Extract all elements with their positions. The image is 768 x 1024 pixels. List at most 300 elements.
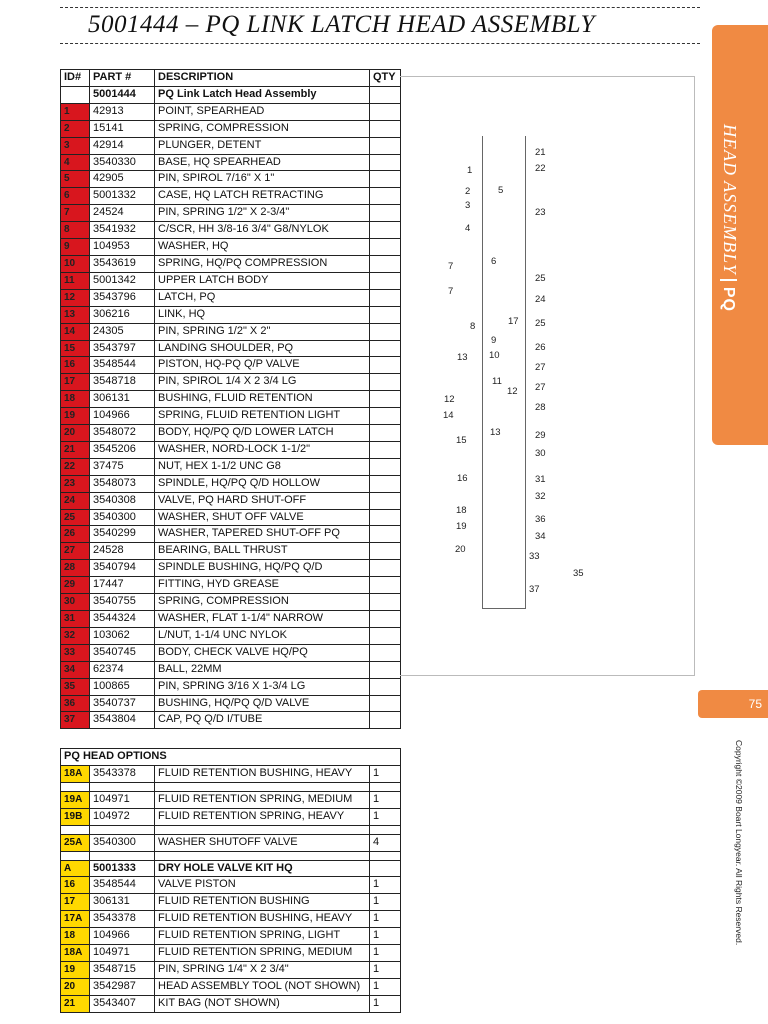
diagram-callout-label: 24 [535,294,546,305]
table-row [61,594,401,611]
part-id: 27 [61,543,90,560]
part-number: 3543804 [90,712,155,729]
diagram-callout-label: 27 [535,382,546,393]
part-description: SPINDLE BUSHING, HQ/PQ Q/D [155,560,370,577]
part-description: BUSHING, HQ/PQ Q/D VALVE [155,695,370,712]
part-number: 103062 [90,627,155,644]
part-number: 3540794 [90,560,155,577]
part-id: 4 [61,154,90,171]
option-row [61,765,401,782]
spacer-cell [155,825,370,834]
diagram-callout-label: 15 [456,435,467,446]
part-qty [370,543,401,560]
option-id: A [61,860,90,877]
diagram-callout-label: 26 [535,342,546,353]
diagram-callout-label: 6 [491,256,497,267]
part-qty [370,594,401,611]
part-id: 1 [61,103,90,120]
part-description: PLUNGER, DETENT [155,137,370,154]
table-row [61,627,401,644]
table-row [61,391,401,408]
table-row [61,205,401,222]
table-row [61,154,401,171]
option-qty: 4 [370,834,401,851]
option-qty: 1 [370,894,401,911]
diagram-callout-label: 7 [448,286,454,297]
table-row [61,475,401,492]
part-number: 3548718 [90,374,155,391]
part-qty [370,611,401,628]
diagram-callout-label: 22 [535,163,546,174]
table-row [61,306,401,323]
page-number-tab [698,690,768,718]
option-part: 3543378 [90,765,155,782]
option-qty: 1 [370,911,401,928]
part-number: 3540300 [90,509,155,526]
part-number: 104953 [90,239,155,256]
part-number: 24528 [90,543,155,560]
part-number: 3540330 [90,154,155,171]
part-id: 19 [61,408,90,425]
part-id: 5 [61,171,90,188]
option-qty: 1 [370,877,401,894]
part-qty [370,255,401,272]
part-number: 306216 [90,306,155,323]
option-row [61,911,401,928]
option-id: 17A [61,911,90,928]
diagram-callout-label: 31 [535,474,546,485]
diagram-callout-label: 21 [535,147,546,158]
table-row [61,712,401,729]
part-qty [370,644,401,661]
page-number: 75 [748,697,762,711]
part-number: 3541932 [90,222,155,239]
option-row [61,860,401,877]
part-qty [370,239,401,256]
part-qty [370,627,401,644]
option-row [61,834,401,851]
diagram-callout-label: 34 [535,531,546,542]
part-id: 32 [61,627,90,644]
copyright-notice: Copyright ©2009 Boart Longyear. All Rights Reserved. [734,740,744,946]
option-id: 18A [61,945,90,962]
table-row [61,577,401,594]
part-description: NUT, HEX 1-1/2 UNC G8 [155,458,370,475]
part-number: 100865 [90,678,155,695]
diagram-callout-label: 3 [465,200,471,211]
table-row [61,340,401,357]
part-number: 104966 [90,408,155,425]
option-description: FLUID RETENTION SPRING, MEDIUM [155,791,370,808]
part-description: LANDING SHOULDER, PQ [155,340,370,357]
table-row [61,661,401,678]
option-part: 104971 [90,945,155,962]
part-description: BASE, HQ SPEARHEAD [155,154,370,171]
part-id: 11 [61,272,90,289]
part-description: PIN, SPRING 1/2" X 2-3/4" [155,205,370,222]
section-code: PQ [720,279,737,312]
diagram-callout-label: 2 [465,186,471,197]
diagram-callout-label: 37 [529,584,540,595]
option-part: 3548544 [90,877,155,894]
parts-table [60,69,401,729]
table-row [61,425,401,442]
options-header-row [61,749,401,766]
table-row [61,255,401,272]
spacer-cell [61,825,90,834]
option-qty: 1 [370,945,401,962]
part-qty [370,120,401,137]
part-id: 8 [61,222,90,239]
diagram-callout-label: 12 [444,394,455,405]
part-number: 3540308 [90,492,155,509]
part-id: 18 [61,391,90,408]
part-id: 29 [61,577,90,594]
option-description: FLUID RETENTION BUSHING, HEAVY [155,911,370,928]
part-qty [370,509,401,526]
assembly-part: 5001444 [90,86,155,103]
option-description: FLUID RETENTION SPRING, MEDIUM [155,945,370,962]
part-number: 3540299 [90,526,155,543]
diagram-callout-label: 25 [535,273,546,284]
part-id: 23 [61,475,90,492]
part-description: PIN, SPIROL 7/16" X 1" [155,171,370,188]
part-id: 2 [61,120,90,137]
option-description: HEAD ASSEMBLY TOOL (NOT SHOWN) [155,978,370,995]
part-description: PIN, SPRING 3/16 X 1-3/4 LG [155,678,370,695]
part-number: 3540755 [90,594,155,611]
diagram-callout-label: 8 [470,321,476,332]
part-number: 15141 [90,120,155,137]
assembly-rod-outline [482,136,526,609]
option-qty: 1 [370,928,401,945]
part-qty [370,695,401,712]
part-description: UPPER LATCH BODY [155,272,370,289]
section-tab-label [719,124,740,312]
table-row [61,272,401,289]
diagram-callout-label: 14 [443,410,454,421]
part-number: 3548072 [90,425,155,442]
part-id: 9 [61,239,90,256]
part-id: 6 [61,188,90,205]
part-description: PIN, SPRING 1/2" X 2" [155,323,370,340]
diagram-callout-label: 23 [535,207,546,218]
part-qty [370,661,401,678]
option-description: FLUID RETENTION SPRING, HEAVY [155,808,370,825]
part-description: C/SCR, HH 3/8-16 3/4" G8/NYLOK [155,222,370,239]
part-id: 25 [61,509,90,526]
spacer-row [61,825,401,834]
parts-table-header [61,70,401,87]
spacer-row [61,851,401,860]
part-description: CAP, PQ Q/D I/TUBE [155,712,370,729]
diagram-callout-label: 4 [465,223,471,234]
option-row [61,961,401,978]
spacer-cell [90,851,155,860]
diagram-callout-label: 13 [490,427,501,438]
part-description: SPRING, COMPRESSION [155,120,370,137]
part-qty [370,188,401,205]
part-description: PISTON, HQ-PQ Q/P VALVE [155,357,370,374]
spacer-cell [90,825,155,834]
table-row [61,408,401,425]
part-description: BODY, CHECK VALVE HQ/PQ [155,644,370,661]
assembly-qty [370,86,401,103]
part-qty [370,577,401,594]
table-row [61,222,401,239]
option-id: 25A [61,834,90,851]
options-header: PQ HEAD OPTIONS [61,749,401,766]
table-row [61,458,401,475]
part-number: 37475 [90,458,155,475]
option-id: 21 [61,995,90,1012]
option-qty: 1 [370,765,401,782]
part-description: L/NUT, 1-1/4 UNC NYLOK [155,627,370,644]
diagram-callout-label: 18 [456,505,467,516]
part-qty [370,205,401,222]
option-description: VALVE PISTON [155,877,370,894]
option-row [61,791,401,808]
part-id: 10 [61,255,90,272]
section-name: HEAD ASSEMBLY [720,124,740,275]
option-id: 18 [61,928,90,945]
part-number: 3548073 [90,475,155,492]
part-qty [370,458,401,475]
part-qty [370,340,401,357]
table-row [61,543,401,560]
part-number: 5001342 [90,272,155,289]
part-description: PIN, SPIROL 1/4 X 2 3/4 LG [155,374,370,391]
part-id: 21 [61,441,90,458]
option-id: 19B [61,808,90,825]
diagram-callout-label: 28 [535,402,546,413]
exploded-diagram [400,76,695,676]
option-id: 20 [61,978,90,995]
table-row [61,357,401,374]
diagram-callout-label: 27 [535,362,546,373]
part-description: BEARING, BALL THRUST [155,543,370,560]
diagram-callout-label: 13 [457,352,468,363]
top-dashed-rule [60,7,700,8]
part-description: BALL, 22MM [155,661,370,678]
table-row [61,103,401,120]
table-row [61,120,401,137]
spacer-cell [370,851,401,860]
diagram-callout-label: 20 [455,544,466,555]
option-qty: 1 [370,978,401,995]
part-description: WASHER, TAPERED SHUT-OFF PQ [155,526,370,543]
diagram-callout-label: 12 [507,386,518,397]
part-qty [370,154,401,171]
part-description: POINT, SPEARHEAD [155,103,370,120]
assembly-row [61,86,401,103]
assembly-id [61,86,90,103]
part-qty [370,425,401,442]
part-number: 3540745 [90,644,155,661]
part-id: 14 [61,323,90,340]
option-id: 19 [61,961,90,978]
spacer-row [61,782,401,791]
table-row [61,611,401,628]
option-row [61,978,401,995]
assembly-desc: PQ Link Latch Head Assembly [155,86,370,103]
option-row [61,877,401,894]
option-row [61,928,401,945]
diagram-callout-label: 10 [489,350,500,361]
part-description: WASHER, HQ [155,239,370,256]
part-qty [370,712,401,729]
part-number: 306131 [90,391,155,408]
diagram-callout-label: 25 [535,318,546,329]
table-row [61,441,401,458]
part-description: SPRING, HQ/PQ COMPRESSION [155,255,370,272]
option-qty: 1 [370,961,401,978]
spacer-cell [61,782,90,791]
part-qty [370,289,401,306]
option-qty: 1 [370,995,401,1012]
option-part: 3543378 [90,911,155,928]
spacer-cell [155,851,370,860]
diagram-callout-label: 32 [535,491,546,502]
part-description: SPRING, COMPRESSION [155,594,370,611]
part-id: 15 [61,340,90,357]
part-qty [370,408,401,425]
part-number: 3540737 [90,695,155,712]
part-id: 16 [61,357,90,374]
diagram-callout-label: 7 [448,261,454,272]
option-description: WASHER SHUTOFF VALVE [155,834,370,851]
part-id: 37 [61,712,90,729]
col-id: ID# [61,70,90,87]
option-qty: 1 [370,791,401,808]
part-qty [370,492,401,509]
part-description: CASE, HQ LATCH RETRACTING [155,188,370,205]
diagram-callout-label: 1 [467,165,473,176]
table-row [61,526,401,543]
option-part: 306131 [90,894,155,911]
part-qty [370,306,401,323]
option-id: 16 [61,877,90,894]
part-qty [370,678,401,695]
part-id: 34 [61,661,90,678]
diagram-callout-label: 36 [535,514,546,525]
table-row [61,323,401,340]
option-description: FLUID RETENTION BUSHING [155,894,370,911]
table-row [61,374,401,391]
option-part: 3542987 [90,978,155,995]
col-qty: QTY [370,70,401,87]
option-id: 18A [61,765,90,782]
part-description: BUSHING, FLUID RETENTION [155,391,370,408]
part-number: 3543796 [90,289,155,306]
part-number: 3548544 [90,357,155,374]
diagram-callout-label: 11 [492,376,502,387]
part-number: 24305 [90,323,155,340]
option-part: 3548715 [90,961,155,978]
part-description: LATCH, PQ [155,289,370,306]
title-dashed-rule [60,43,700,44]
option-qty [370,860,401,877]
diagram-callout-label: 30 [535,448,546,459]
part-number: 3545206 [90,441,155,458]
part-number: 3544324 [90,611,155,628]
part-id: 20 [61,425,90,442]
table-row [61,644,401,661]
part-id: 13 [61,306,90,323]
part-description: FITTING, HYD GREASE [155,577,370,594]
option-description: PIN, SPRING 1/4" X 2 3/4" [155,961,370,978]
part-id: 33 [61,644,90,661]
part-id: 3 [61,137,90,154]
part-qty [370,137,401,154]
option-id: 19A [61,791,90,808]
diagram-callout-label: 35 [573,568,584,579]
part-qty [370,526,401,543]
table-row [61,492,401,509]
part-description: SPINDLE, HQ/PQ Q/D HOLLOW [155,475,370,492]
part-id: 35 [61,678,90,695]
option-part: 3543407 [90,995,155,1012]
part-id: 31 [61,611,90,628]
option-row [61,945,401,962]
table-row [61,171,401,188]
diagram-callout-label: 5 [498,185,504,196]
option-description: FLUID RETENTION SPRING, LIGHT [155,928,370,945]
part-number: 42914 [90,137,155,154]
diagram-callout-label: 17 [508,316,519,327]
option-part: 3540300 [90,834,155,851]
part-description: SPRING, FLUID RETENTION LIGHT [155,408,370,425]
table-row [61,695,401,712]
part-qty [370,323,401,340]
part-description: BODY, HQ/PQ Q/D LOWER LATCH [155,425,370,442]
part-number: 3543797 [90,340,155,357]
table-row [61,239,401,256]
options-table [60,748,401,1013]
part-id: 30 [61,594,90,611]
part-id: 12 [61,289,90,306]
diagram-callout-label: 33 [529,551,540,562]
spacer-cell [90,782,155,791]
option-description: DRY HOLE VALVE KIT HQ [155,860,370,877]
part-qty [370,171,401,188]
col-part: PART # [90,70,155,87]
option-part: 104971 [90,791,155,808]
part-id: 7 [61,205,90,222]
part-qty [370,391,401,408]
option-description: FLUID RETENTION BUSHING, HEAVY [155,765,370,782]
table-row [61,188,401,205]
part-description: WASHER, FLAT 1-1/4" NARROW [155,611,370,628]
part-qty [370,103,401,120]
option-row [61,995,401,1012]
part-number: 17447 [90,577,155,594]
part-qty [370,272,401,289]
part-description: VALVE, PQ HARD SHUT-OFF [155,492,370,509]
spacer-cell [61,851,90,860]
part-description: WASHER, SHUT OFF VALVE [155,509,370,526]
table-row [61,509,401,526]
part-qty [370,441,401,458]
spacer-cell [370,825,401,834]
part-number: 3543619 [90,255,155,272]
table-row [61,560,401,577]
part-number: 62374 [90,661,155,678]
col-description: DESCRIPTION [155,70,370,87]
part-id: 28 [61,560,90,577]
option-description: KIT BAG (NOT SHOWN) [155,995,370,1012]
spacer-cell [370,782,401,791]
